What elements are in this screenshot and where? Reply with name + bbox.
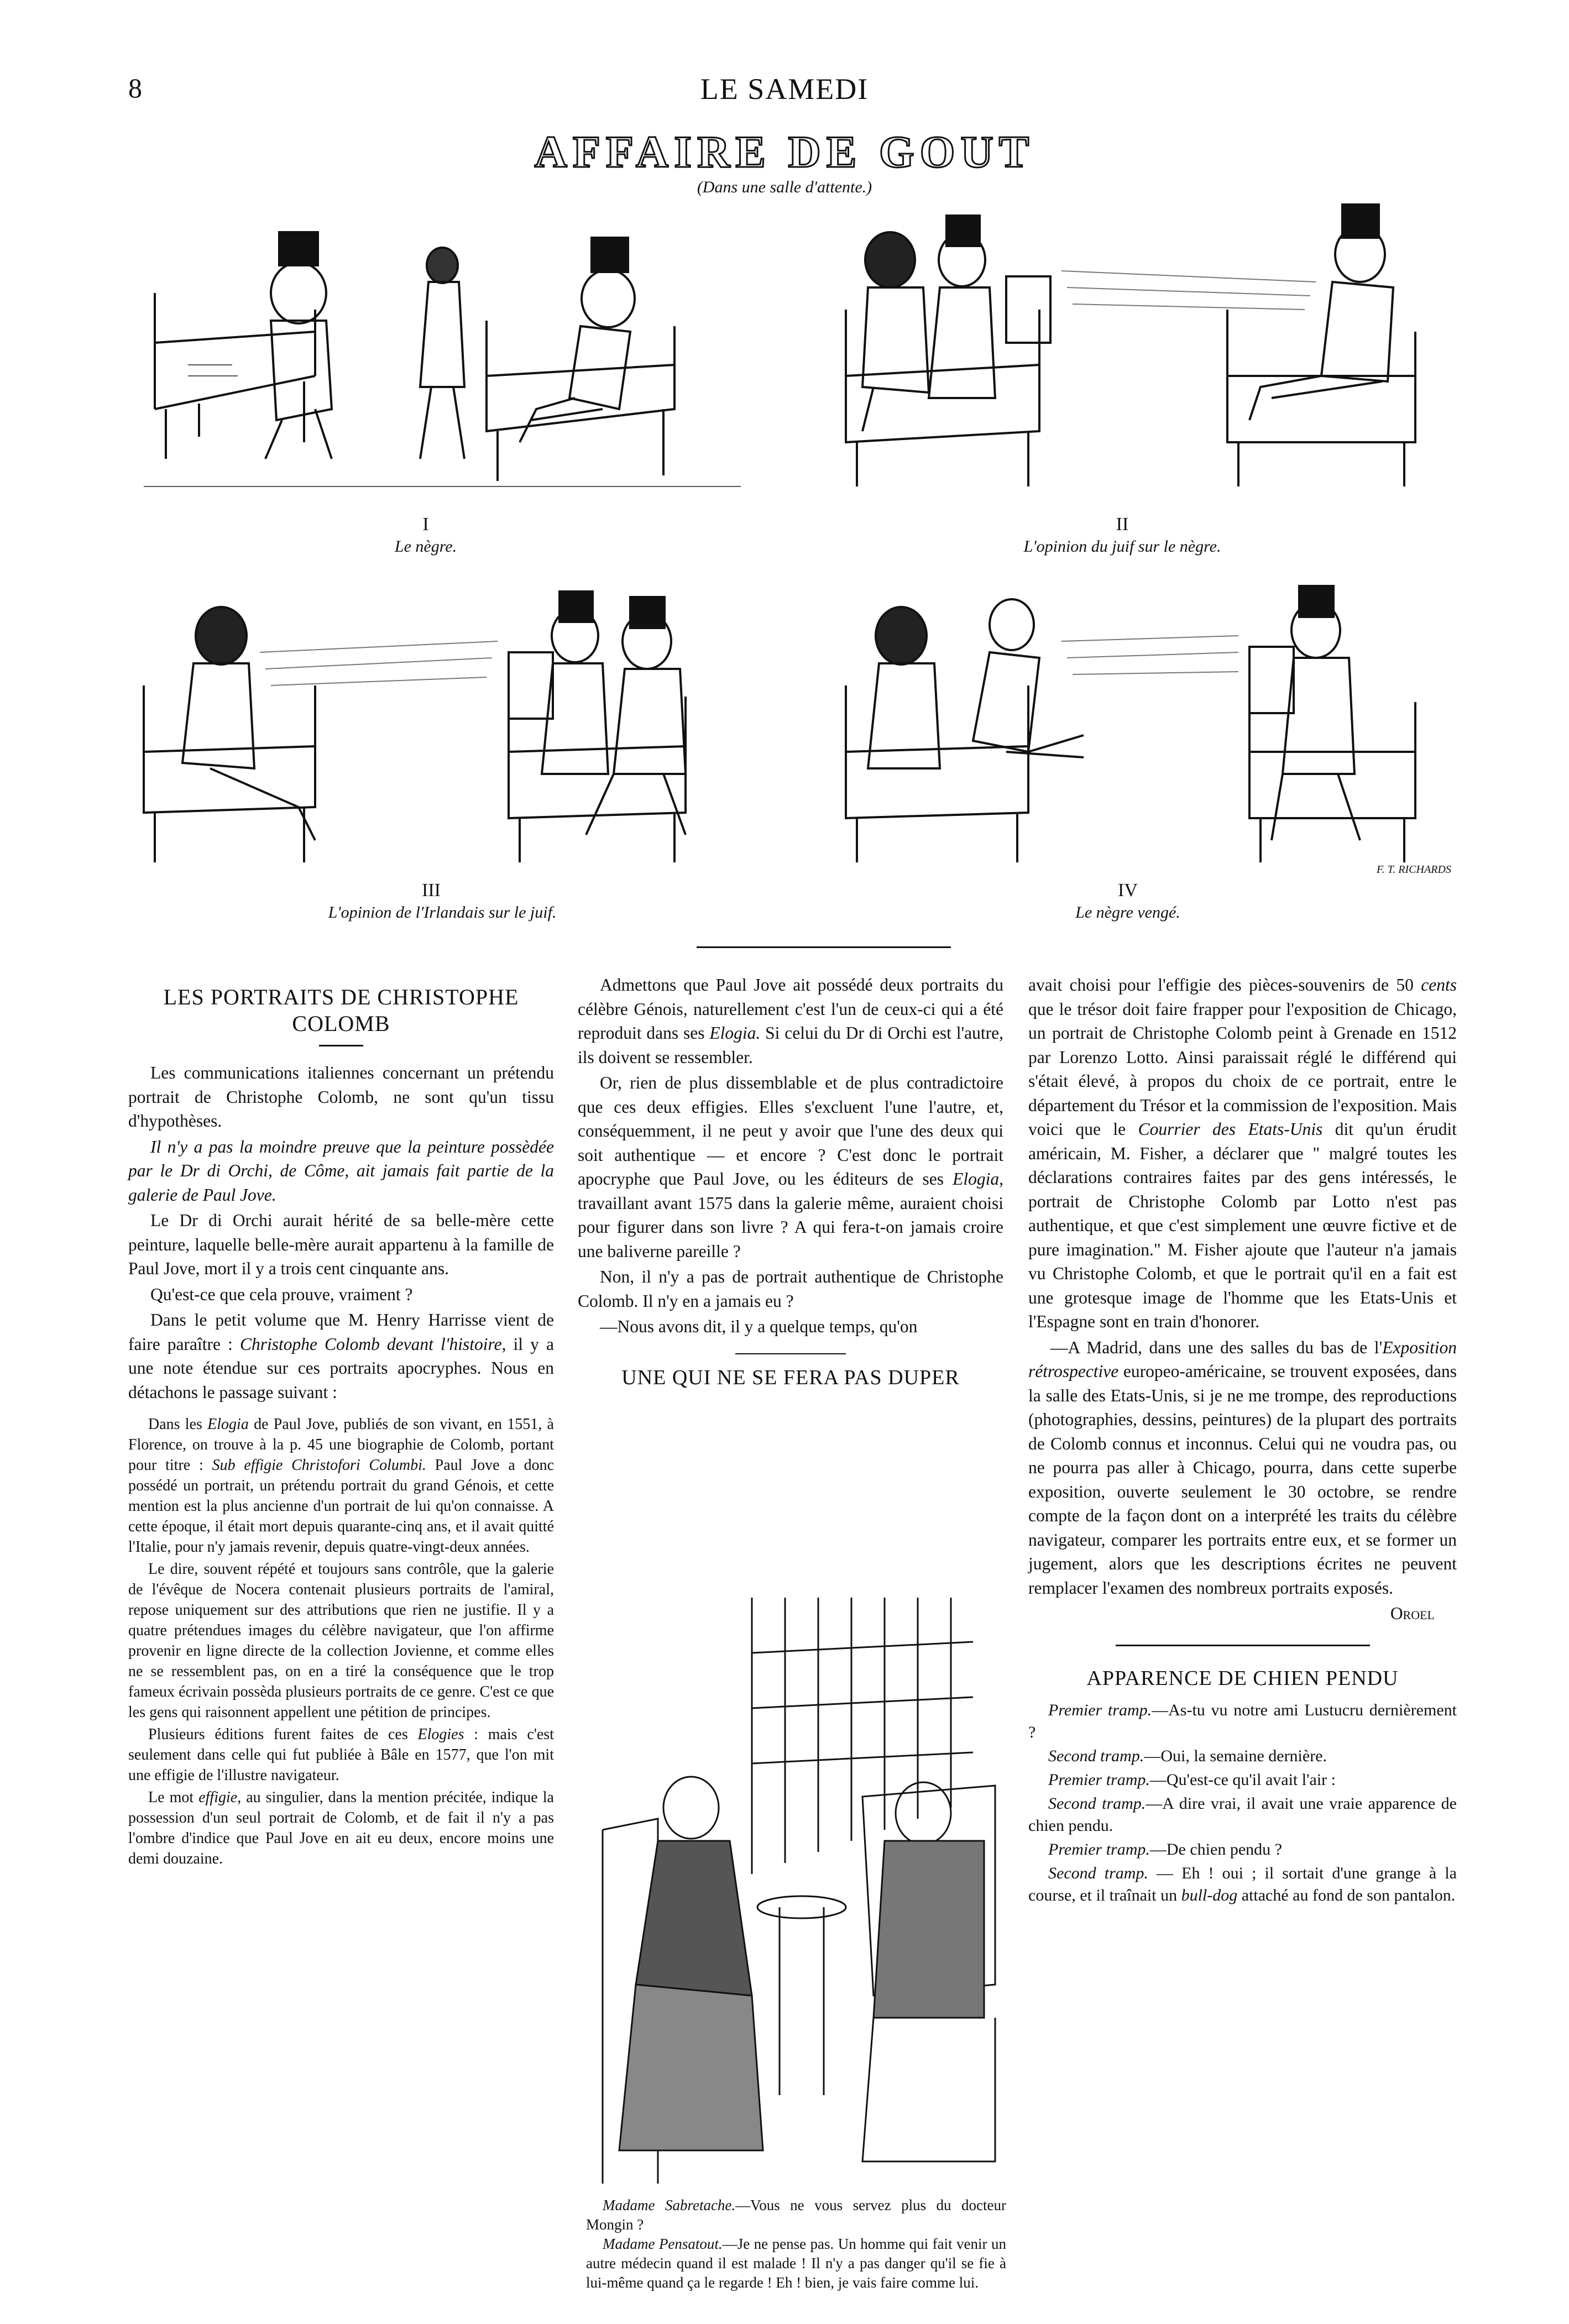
section-divider: [1116, 1645, 1370, 1646]
dialogue: Premier tramp.—As-tu vu notre ami Lustucru dernièrement ? Second tramp.—Oui, la semaine dernière. Premier tramp.—Qu'est-ce qu'il avait l'air : Second tramp.—A dire vrai, il avait une vraie apparence de chien pendu. Premier tramp.—De chien pendu ? Second tramp. — Eh ! oui ; il sortait d'une grange à la course, et il traînait un bull-dog attaché au fond de son pantalon.: [1028, 1700, 1457, 1904]
panel-4-caption: Le nègre vengé.: [1075, 903, 1180, 922]
panel-3-caption: L'opinion de l'Irlandais sur le juif.: [328, 903, 557, 922]
paragraph: —Nous avons dit, il y a quelque temps, qu'on: [600, 1317, 918, 1336]
paragraph: Qu'est-ce que cela prouve, vraiment ?: [150, 1284, 413, 1304]
author-signature: Oroel: [1390, 1604, 1435, 1623]
paragraph: Le dire, souvent répété et toujours sans contrôle, que la galerie de l'évêque de Nocera contenait plusieurs portraits de l'amiral, repose uniquement sur des attributions que rien ne justifie. Il y a quatre prétendues images du célèbre navigateur, que l'on affirme provenir en ligne directe de la collection Jovienne, et comme elles ne se ressemblent pas, on en a tiré la conséquence que le trop fameux écrivain possèda plusieurs portraits de ce genre. C'est ce que les gens qui raisonnent appellent une pétition de principes.: [128, 1561, 554, 1721]
page-number: 8: [128, 72, 142, 103]
paragraph: Non, il n'y a pas de portrait authentique de Christophe Colomb. Il n'y en a jamais eu ?: [578, 1267, 1003, 1311]
panel-1-number: I: [422, 514, 429, 535]
paragraph: Il n'y a pas la moindre preuve que la peinture possèdée par le Dr di Orchi, de Côme, ait jamais fait partie de la galerie de Paul Jove.: [128, 1137, 554, 1205]
paragraph: Dans le petit volume que M. Henry Harrisse vient de faire paraître : Christophe Colomb devant l'histoire, il y a une note étendue sur ces portraits apocryphes. Nous en détachons le passage suivant :: [128, 1310, 554, 1402]
short-rule: [735, 1353, 846, 1354]
illustration-caption: Madame Sabretache.—Vous ne vous servez plus du docteur Mongin ? Madame Pensatout.—Je ne pense pas. Un homme qui fait venir un autre médecin quand il est malade ! Il n'y a pas danger qu'il se fie à lui-même quand ça le regarde ! Eh ! bien, je vais faire comme lui.: [586, 2197, 1007, 2291]
illustration-two-ladies: [586, 1598, 1001, 2189]
cartoon-subtitle: (Dans une salle d'attente.): [697, 178, 872, 196]
cartoon-artist-signature: F. T. RICHARDS: [1377, 863, 1451, 876]
panel-3-number: III: [422, 880, 441, 901]
panel-2-drawing: [829, 199, 1448, 509]
cartoon-panel-3: [133, 575, 752, 873]
panel-4-number: IV: [1118, 880, 1138, 901]
panel-1-drawing: [133, 199, 752, 509]
panel-4-drawing: [829, 575, 1448, 873]
article-title-chien-pendu: APPARENCE DE CHIEN PENDU: [1086, 1666, 1399, 1690]
paragraph: Le Dr di Orchi aurait hérité de sa belle-mère cette peinture, laquelle belle-mère aurait appartenu à la famille de Paul Jove, mort il y a trois cent cinquante ans.: [128, 1211, 554, 1278]
cartoon-panel-1: [133, 199, 752, 509]
quoted-passage: Dans les Elogia de Paul Jove, publiés de son vivant, en 1551, à Florence, on trouve à la p. 45 une biographie de Colomb, portant pour titre : Sub effigie Christofori Columbi. Paul Jove a donc possédé un portrait, un prétendu portrait du grand Génois, et cette mention est la plus ancienne d'un portrait de lui qu'on connaisse. A cette époque, il était mort depuis quarante-cinq ans, et il avait quitté l'Italie, pour n'y jamais revenir, depuis quatre-vingt-deux années. Le dire, souvent répété et toujours sans contrôle, que la galerie de l'évêque de Nocera contenait plusieurs portraits de l'amiral, repose uniquement sur des attributions que rien ne justifie. Il y a quatre prétendues images du célèbre navigateur, que l'on affirme provenir en ligne directe de la collection Jovienne, et comme elles ne se ressemblent pas, on en a tiré la conséquence que le trop fameux écrivain possèda plusieurs portraits de ce genre. C'est ce que les gens qui raisonnent appellent une pétition de principes. Plusieurs éditions furent faites de ces Elogies : mais c'est seulement dans celle qui fut publiée à Bâle en 1577, que l'on mit une effigie de l'illustre navigateur. Le mot effigie, au singulier, dans la mention précitée, indique la possession d'un seul portrait de Colomb, et de fait il n'y a pas l'ombre d'indice que Paul Jove en ait eu deux, encore moins une demi douzaine.: [128, 1416, 554, 1867]
paragraph: Les communications italiennes concernant un prétendu portrait de Christophe Colomb, ne sont qu'un tissu d'hypothèses.: [128, 1063, 554, 1130]
panel-2-number: II: [1116, 514, 1129, 535]
cartoon-panel-2: [829, 199, 1448, 509]
section-divider: [697, 946, 951, 948]
cartoon-panel-4: [829, 575, 1448, 873]
column-1: [128, 984, 554, 1871]
panel-3-drawing: [133, 575, 752, 873]
running-title: LE SAMEDI: [700, 72, 869, 106]
panel-2-caption: L'opinion du juif sur le nègre.: [1023, 537, 1221, 556]
column-3: avait choisi pour l'effigie des pièces-souvenirs de 50 cents que le trésor doit faire frapper pour l'exposition de Chicago, un portrait de Christophe Colomb peint à Grenade en 1512 par Lorenzo Lotto. Ainsi paraissait réglé le différend qui s'était élevé, à propos du choix de ce portrait, entre le département du Trésor et la commission de l'exposition. Mais voici que le Courrier des Etats-Unis dit qu'un érudit américain, M. Fisher, a déclarer que " malgré toutes les déclarations contraires faites par des gens intéressés, le portrait de Christophe Colomb par Lotto n'est pas authentique, et que c'est simplement une œuvre fictive et de pure imagination." M. Fisher ajoute que l'auteur n'a jamais vu Christophe Colomb, et que le portrait qu'il en a fait est une grotesque image de l'homme que les Etats-Unis et l'Espagne sont en train d'honorer. —A Madrid, dans une des salles du bas de l'Exposition rétrospective europeo-américaine, se trouvent exposées, dans la salle des Etats-Unis, si je ne me trompe, des reproductions (photographies, dessins, peintures) de la plupart des portraits de Colomb connus et inconnus. Celui qui ne voudra pas, ou ne pourra pas aller à Chicago, pourra, dans cette superbe exposition, ouverte seulement le 30 octobre, se rendre compte de la façon dont on a interprété les traits du célèbre navigateur, comparer les portraits entre eux, et se former un jugement, alors que les descriptions écrites ne peuvent remplacer l'examen des nombreux portraits exposés. Oroel APPARENCE DE CHIEN PENDU Premier tramp.—As-tu vu notre ami Lustucru dernièrement ? Second tramp.—Oui, la semaine dernière. Premier tramp.—Qu'est-ce qu'il avait l'air : Second tramp.—A dire vrai, il avait une vraie apparence de chien pendu. Premier tramp.—De chien pendu ? Second tramp. — Eh ! oui ; il sortait d'une grange à la course, et il traînait un bull-dog attaché au fond de son pantalon.: [1028, 973, 1457, 1908]
illustration-drawing: [586, 1598, 1001, 2189]
article-title-portraits: LES PORTRAITS DE CHRISTOPHE COLOMB: [163, 985, 519, 1036]
column-2: Admettons que Paul Jove ait possédé deux portraits du célèbre Génois, naturellement c'est l'un de ceux-ci qui a été reproduit dans ses Elogia. Si celui du Dr di Orchi est l'autre, ils doivent se ressembler. Or, rien de plus dissemblable et de plus contradictoire que ces deux effigies. Elles s'excluent l'une l'autre, et, conséquemment, il ne peut y avoir que l'une des deux qui soit authentique — et encore ? C'est donc le portrait apocryphe que Paul Jove, ou les éditeurs de ses Elogia, travaillant avant 1575 dans la galerie même, auraient choisi pour figurer dans son livre ? A qui fera-t-on jamais croire une baliverne pareille ? Non, il n'y a pas de portrait authentique de Christophe Colomb. Il n'y en a jamais eu ? —Nous avons dit, il y a quelque temps, qu'on UNE QUI NE SE FERA PAS DUPER: [578, 973, 1003, 1399]
cartoon-title: AFFAIRE DE GOUT: [534, 127, 1035, 177]
article-title-duper: UNE QUI NE SE FERA PAS DUPER: [621, 1365, 960, 1389]
title-rule: [319, 1045, 363, 1046]
panel-1-caption: Le nègre.: [394, 537, 457, 556]
